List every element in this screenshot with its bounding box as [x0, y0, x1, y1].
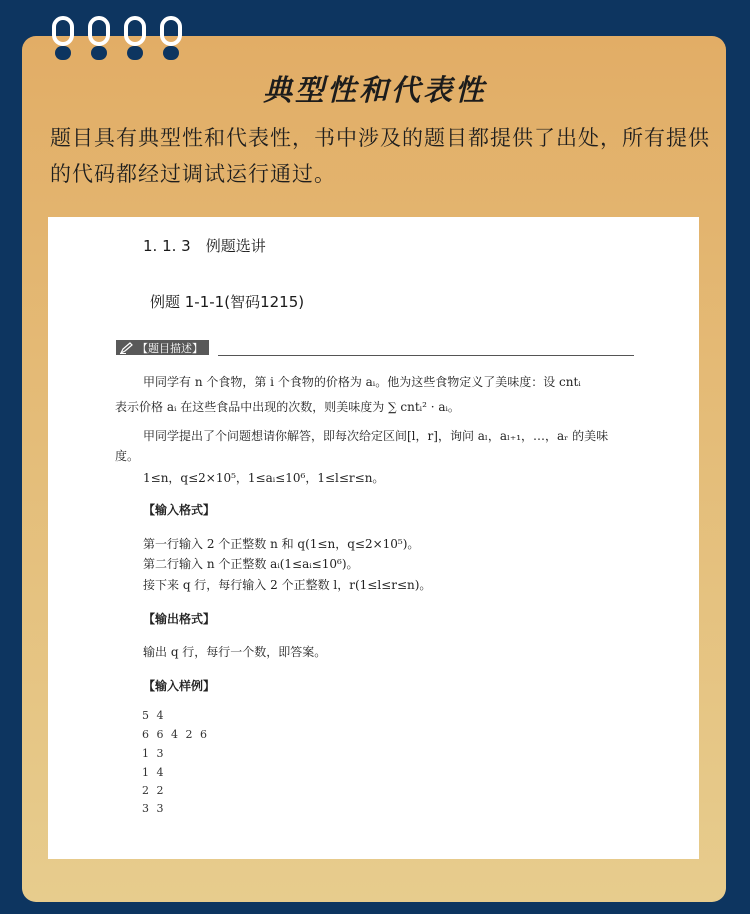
description-banner [116, 340, 209, 355]
desc-line: 甲同学有 n 个食物，第 i 个食物的价格为 aᵢ。他为这些食物定义了美味度：设 cntᵢ [143, 375, 581, 389]
sample-line: 1 4 [142, 766, 166, 779]
sample-line: 2 2 [142, 784, 166, 797]
binder-ring-icon [120, 16, 146, 64]
book-page-excerpt [48, 217, 699, 859]
headline: 典型性和代表性 [262, 73, 487, 107]
input-line: 第一行输入 2 个正整数 n 和 q(1≤n，q≤2×10⁵)。 [143, 537, 420, 551]
sample-heading: 【输入样例】 [143, 679, 216, 693]
sample-line: 6 6 4 2 6 [142, 728, 209, 741]
intro-text: 题目具有典型性和代表性，书中涉及的题目都提供了出处，所有提供的代码都经过调试运行通过。 [50, 126, 710, 186]
banner-rule [218, 355, 634, 356]
banner-label: 【题目描述】 [137, 341, 203, 355]
sample-line: 5 4 [142, 709, 166, 722]
output-line: 输出 q 行，每行一个数，即答案。 [143, 645, 327, 659]
binder-rings [48, 16, 182, 64]
binder-ring-icon [84, 16, 110, 64]
desc-line: 度。 [115, 449, 140, 463]
binder-ring-icon [156, 16, 182, 64]
section-title: 1. 1. 3 例题选讲 [143, 237, 266, 255]
input-line: 第二行输入 n 个正整数 aᵢ(1≤aᵢ≤10⁶)。 [143, 557, 359, 571]
sample-line: 3 3 [142, 802, 166, 815]
input-format-heading: 【输入格式】 [143, 503, 216, 517]
sample-line: 1 3 [142, 747, 166, 760]
input-line: 接下来 q 行，每行输入 2 个正整数 l，r(1≤l≤r≤n)。 [143, 578, 432, 592]
constraints-line: 1≤n，q≤2×10⁵，1≤aᵢ≤10⁶，1≤l≤r≤n。 [143, 471, 385, 485]
desc-line: 甲同学提出了个问题想请你解答，即每次给定区间[l，r]，询问 aₗ，aₗ₊₁，…，aᵣ 的美味 [143, 429, 609, 443]
pencil-icon [120, 342, 134, 354]
binder-ring-icon [48, 16, 74, 64]
example-title: 例题 1-1-1(智码1215) [150, 293, 305, 311]
desc-line: 表示价格 aᵢ 在这些食品中出现的次数，则美味度为 ∑ cntᵢ² · aᵢ。 [115, 400, 460, 414]
output-format-heading: 【输出格式】 [143, 612, 216, 626]
